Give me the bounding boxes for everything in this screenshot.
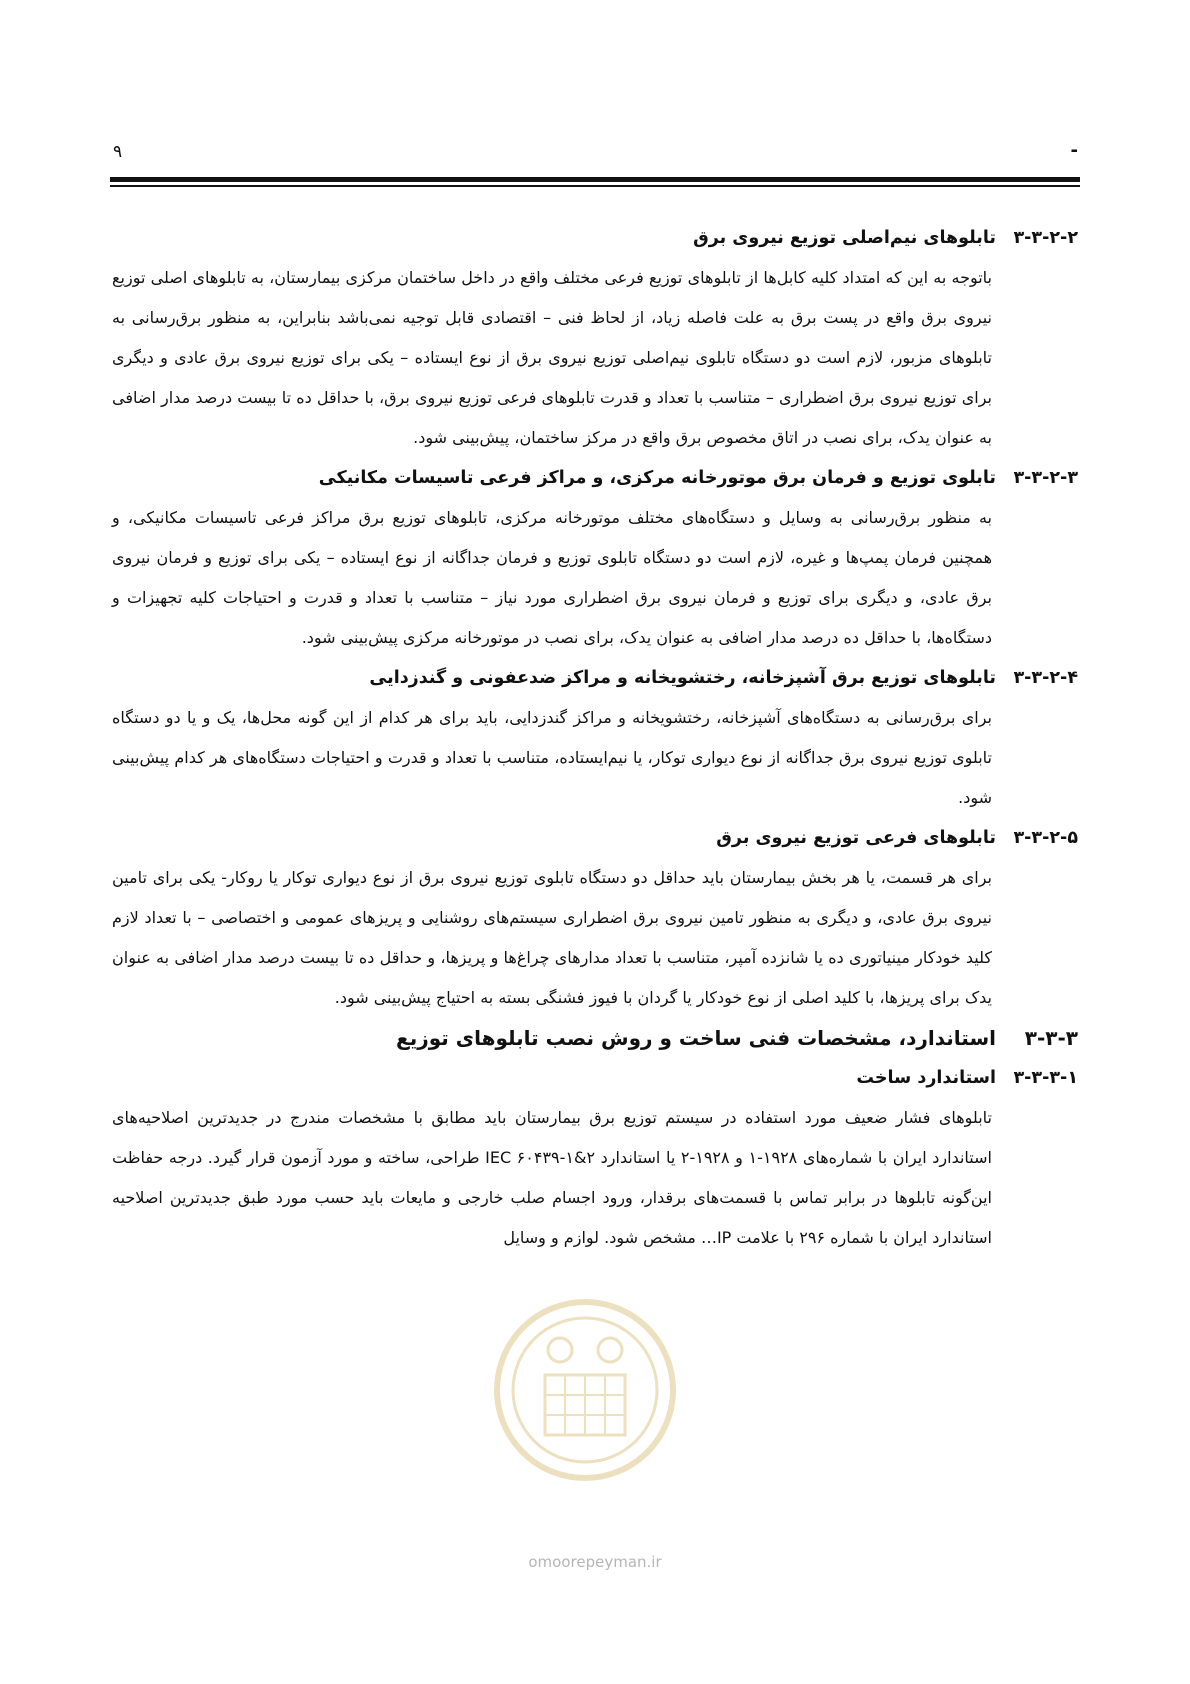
header-rule-thick: [110, 177, 1080, 182]
section-3-3-2-3: [112, 458, 1078, 658]
document-body: [112, 218, 1078, 1258]
section-paragraph: تابلوهای فشار ضعیف مورد استفاده در سیستم توزیع برق بیمارستان باید مطابق با مشخصات مندرج در جدیدترین اصلاحیه‌های استاندارد ایران با شماره‌های ۱۹۲۸-۱ و ۱۹۲۸-۲ یا استاندارد IEC ۶۰۴۳۹-۱&۲ طراحی، ساخته و مورد آزمون قرار گیرد. درجه حفاظت این‌گونه تابلوها در برابر تماس با قسمت‌های برقدار، ورود اجسام صلب خارجی و مایعات باید حسب مورد طبق جدیدترین اصلاحیه استاندارد ایران با شماره ۲۹۶ با علامت IP… مشخص شود. لوازم و وسایل: [112, 1108, 992, 1247]
section-number: ۳-۳-۲-۵: [1013, 828, 1078, 848]
section-3-3-2-5: [112, 818, 1078, 1018]
section-heading: [112, 218, 1078, 258]
section-number: ۳-۳-۲-۲: [1013, 228, 1078, 248]
section-title: تابلوهای فرعی توزیع نیروی برق: [716, 828, 996, 848]
section-number: ۳-۳-۳-۱: [1013, 1068, 1078, 1088]
watermark-site: omoorepeyman.ir: [528, 1553, 662, 1571]
section-title: استاندارد، مشخصات فنی ساخت و روش نصب تابلوهای توزیع: [396, 1026, 996, 1050]
major-section-heading: [112, 1018, 1078, 1058]
page-number: ۹: [113, 142, 123, 162]
section-title: تابلوهای نیم‌اصلی توزیع نیروی برق: [693, 228, 996, 248]
section-number: ۳-۳-۲-۳: [1013, 468, 1078, 488]
header-rule-thin: [110, 185, 1080, 187]
section-number: ۳-۳-۲-۴: [1013, 668, 1078, 688]
section-title: استاندارد ساخت: [856, 1068, 996, 1088]
section-paragraph: باتوجه به این که امتداد کلیه کابل‌ها از تابلوهای توزیع فرعی مختلف واقع در داخل ساختمان مرکزی بیمارستان، به تابلوهای اصلی توزیع نیروی برق واقع در پست برق به علت فاصله زیاد، از لحاظ فنی – اقتصادی قابل توجیه نمی‌باشد بنابراین، به منظور برق‌رسانی به تابلوهای مزبور، لازم است دو دستگاه تابلوی نیم‌اصلی توزیع نیروی برق از نوع ایستاده – یکی برای توزیع نیروی برق عادی و دیگری برای توزیع نیروی برق اضطراری – متناسب با تعداد و قدرت تابلوهای فرعی توزیع نیروی برق، با حداقل ده تا بیست درصد مدار اضافی به عنوان یدک، برای نصب در اتاق مخصوص برق واقع در مرکز ساختمان، پیش‌بینی شود.: [112, 268, 992, 447]
section-paragraph: برای برق‌رسانی به دستگاه‌های آشپزخانه، رختشویخانه و مراکز گندزدایی، باید برای هر کدام از این گونه محل‌ها، یک و یا دو دستگاه تابلوی توزیع نیروی برق جداگانه از نوع دیواری توکار، یا نیم‌ایستاده، متناسب با تعداد و قدرت و احتیاجات دستگاه‌های هر کدام پیش‌بینی شود.: [112, 708, 992, 807]
watermark-seal-icon: [490, 1295, 680, 1485]
section-number: ۳-۳-۳: [1024, 1026, 1078, 1050]
section-heading: [112, 458, 1078, 498]
section-3-3-3: [112, 1018, 1078, 1058]
section-paragraph: به منظور برق‌رسانی به وسایل و دستگاه‌های مختلف موتورخانه مرکزی، تابلوهای توزیع برق مراکز فرعی تاسیسات مکانیکی، و همچنین فرمان پمپ‌ها و غیره، لازم است دو دستگاه تابلوی توزیع و فرمان جداگانه از نوع ایستاده – یکی برای توزیع و فرمان نیروی برق عادی، و دیگری برای توزیع و فرمان نیروی برق اضطراری مورد نیاز – متناسب با تعداد و قدرت و احتیاجات کلیه تجهیزات و دستگاه‌ها، با حداقل ده درصد مدار اضافی به عنوان یدک، برای نصب در موتورخانه مرکزی پیش‌بینی شود.: [112, 508, 992, 647]
section-heading: [112, 658, 1078, 698]
section-title: تابلوی توزیع و فرمان برق موتورخانه مرکزی، و مراکز فرعی تاسیسات مکانیکی: [318, 468, 996, 488]
header-mark: -: [1070, 140, 1078, 161]
section-heading: [112, 818, 1078, 858]
section-heading: [112, 1058, 1078, 1098]
section-title: تابلوهای توزیع برق آشپزخانه، رختشویخانه و مراکز ضدعفونی و گندزدایی: [369, 668, 996, 688]
section-3-3-3-1: [112, 1058, 1078, 1258]
section-paragraph: برای هر قسمت، یا هر بخش بیمارستان باید حداقل دو دستگاه تابلوی توزیع نیروی برق از نوع دیواری توکار یا روکار- یکی برای تامین نیروی برق عادی، و دیگری به منظور تامین نیروی برق اضطراری سیستم‌های روشنایی و پریزهای عمومی و اختصاصی – با تعداد لازم کلید خودکار مینیاتوری ده یا شانزده آمپر، متناسب با تعداد مدارهای چراغ‌ها و پریزها، و حداقل ده تا بیست درصد مدار اضافی به عنوان یدک برای پریزها، با کلید اصلی از نوع خودکار یا گردان با فیوز فشنگی بسته به احتیاج پیش‌بینی شود.: [112, 868, 992, 1007]
section-3-3-2-4: [112, 658, 1078, 818]
section-3-3-2-2: [112, 218, 1078, 458]
